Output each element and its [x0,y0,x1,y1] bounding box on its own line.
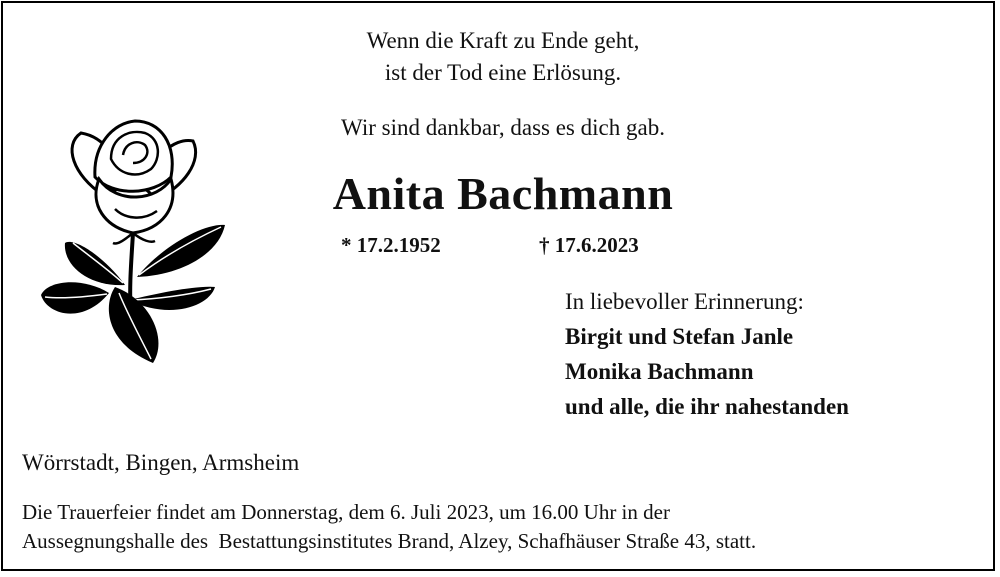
places-line: Wörrstadt, Bingen, Armsheim [22,450,300,475]
funeral-info [22,498,756,556]
quote-line-2: ist der Tod eine Erlösung. [384,60,622,85]
memory-intro: In liebevoller Erinnerung: [565,289,804,314]
obituary-card [1,1,995,571]
thanks-line: Wir sind dankbar, dass es dich gab. [341,115,665,140]
death-date: † 17.6.2023 [539,233,639,257]
mourner-line: Birgit und Stefan Janle [565,324,794,349]
memory-block [565,287,849,422]
quote-line-1: Wenn die Kraft zu Ende geht, [366,28,640,53]
deceased-name: Anita Bachmann [332,168,674,219]
funeral-line-1: Die Trauerfeier findet am Donnerstag, dem 6. Juli 2023, um 16.00 Uhr in der [22,500,670,524]
funeral-line-2: Aussegnungshalle des Bestattungsinstitutes Brand, Alzey, Schafhäuser Straße 43, statt. [22,529,757,553]
birth-date: * 17.2.1952 [341,233,441,257]
mourner-line: und alle, die ihr nahestanden [565,394,849,419]
rose-icon [33,115,233,370]
mourner-line: Monika Bachmann [565,359,754,384]
